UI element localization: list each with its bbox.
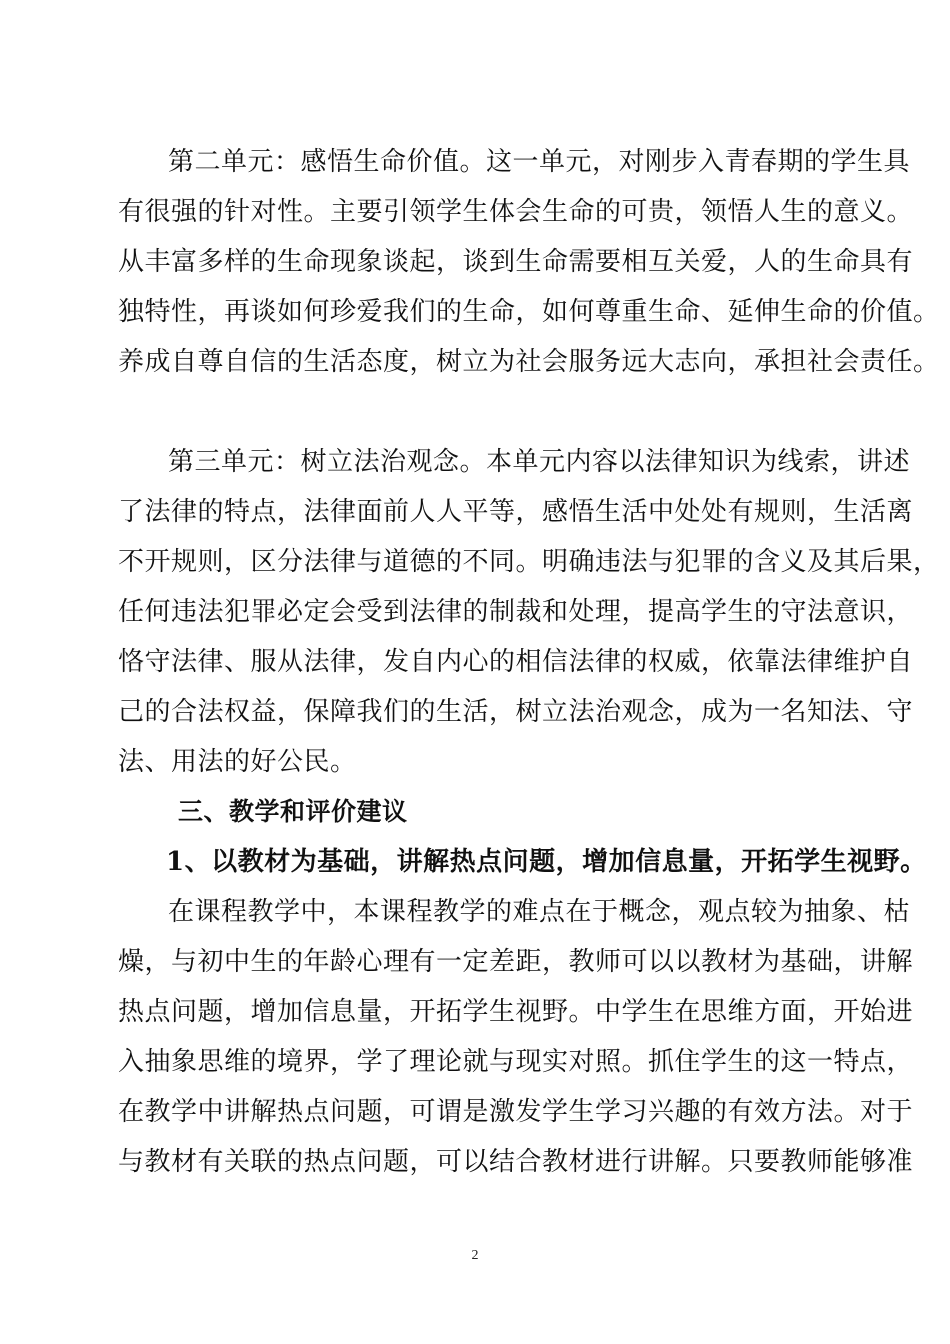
text-line: 第三单元：树立法治观念。本单元内容以法律知识为线索，讲述	[168, 447, 911, 477]
text-line: 了法律的特点，法律面前人人平等，感悟生活中处处有规则，生活离	[118, 497, 914, 527]
text-line: 法、用法的好公民。	[118, 747, 357, 777]
section-heading: 三、教学和评价建议	[178, 797, 408, 826]
text-line: 有很强的针对性。主要引领学生体会生命的可贵，领悟人生的意义。	[118, 197, 914, 227]
text-line: 己的合法权益，保障我们的生活，树立法治观念，成为一名知法、守	[118, 697, 914, 727]
text-line: 不开规则，区分法律与道德的不同。明确违法与犯罪的含义及其后果，	[118, 547, 940, 577]
text-line: 从丰富多样的生命现象谈起，谈到生命需要相互关爱，人的生命具有	[118, 247, 914, 277]
subsection-heading: 1、以教材为基础，讲解热点问题，增加信息量，开拓学生视野。	[166, 847, 927, 877]
text-line: 任何违法犯罪必定会受到法律的制裁和处理，提高学生的守法意识，	[118, 597, 914, 627]
text-line: 独特性，再谈如何珍爱我们的生命，如何尊重生命、延伸生命的价值。	[118, 297, 940, 327]
text-line: 与教材有关联的热点问题，可以结合教材进行讲解。只要教师能够准	[118, 1147, 914, 1177]
page-number: 2	[471, 1248, 479, 1263]
text-line: 在课程教学中，本课程教学的难点在于概念，观点较为抽象、枯	[168, 897, 911, 927]
text-line: 在教学中讲解热点问题，可谓是激发学生学习兴趣的有效方法。对于	[118, 1097, 914, 1127]
text-line: 入抽象思维的境界，学了理论就与现实对照。抓住学生的这一特点，	[118, 1047, 914, 1077]
text-line: 燥，与初中生的年龄心理有一定差距，教师可以以教材为基础，讲解	[118, 947, 914, 977]
text-line: 恪守法律、服从法律，发自内心的相信法律的权威，依靠法律维护自	[118, 647, 914, 677]
text-line: 热点问题，增加信息量，开拓学生视野。中学生在思维方面，开始进	[118, 997, 914, 1027]
text-line: 第二单元：感悟生命价值。这一单元，对刚步入青春期的学生具	[168, 147, 911, 177]
text-line: 养成自尊自信的生活态度，树立为社会服务远大志向，承担社会责任。	[118, 347, 940, 377]
